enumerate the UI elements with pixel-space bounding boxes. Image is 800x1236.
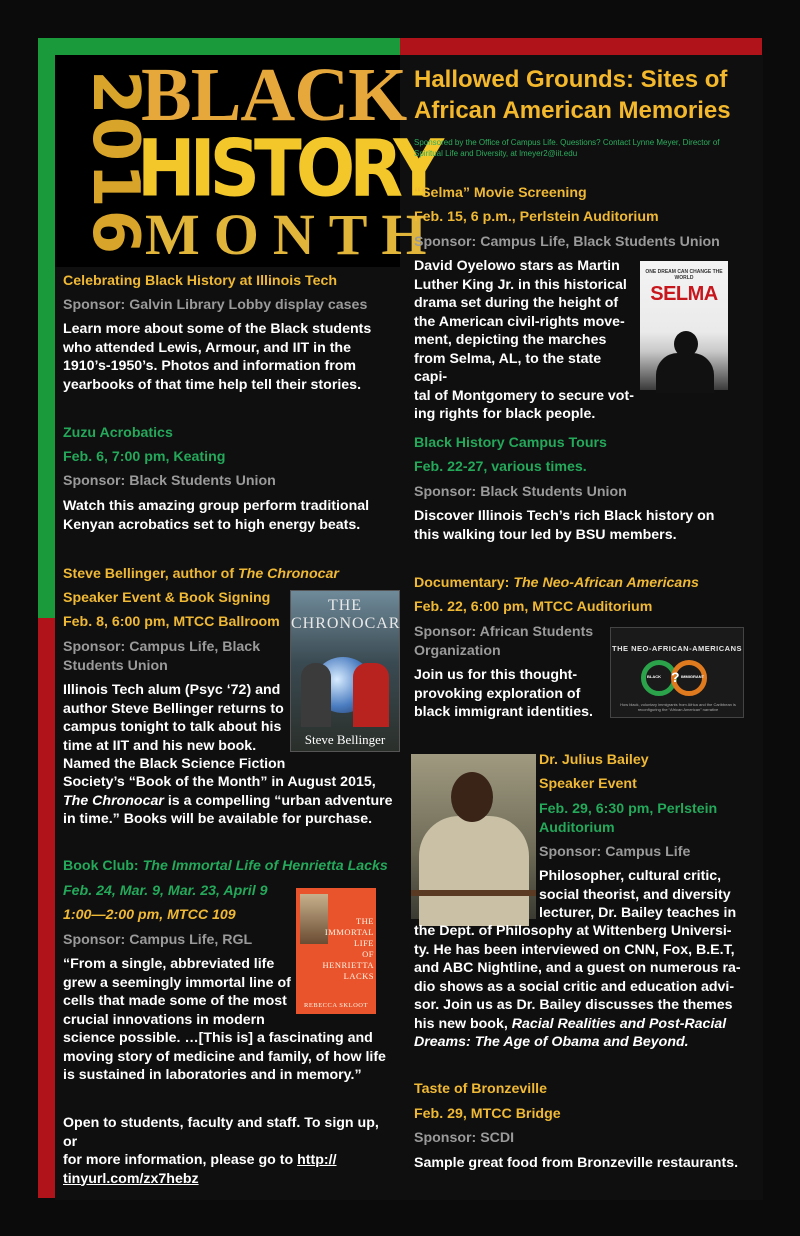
event-title-documentary: Documentary: The Neo-African Americans (414, 575, 699, 591)
event-sponsor-documentary: Sponsor: African Students Organization (414, 624, 594, 659)
event-title-selma: “Selma” Movie Screening (414, 185, 587, 201)
event-body-tours: Discover Illinois Tech’s rich Black history on this walking tour led by BSU members. (414, 508, 715, 543)
event-body-bellinger-cont: Society’s “Book of the Month” in August 2015, The Chronocar is a compelling “urban adventure in time.” Books will be available for purchase. (63, 774, 393, 827)
event-sponsor-bailey: Sponsor: Campus Life (539, 844, 691, 860)
figure-graphic (353, 663, 389, 727)
event-body-bellinger: Illinois Tech alum (Psyc ‘72) and author Steve Bellinger returns to campus tonight to talk about his time at IIT and his new book. Named the Black Science Fiction (63, 682, 286, 772)
event-body-bailey: Philosopher, cultural critic, social theorist, and diversity lecturer, Dr. Bailey teaches in (539, 868, 737, 921)
event-title-bronzeville: Taste of Bronzeville (414, 1081, 547, 1097)
event-title-celebrating: Celebrating Black History at Illinois Tech (63, 273, 338, 289)
event-subtitle-bellinger: Speaker Event & Book Signing (63, 590, 271, 606)
event-sponsor-selma: Sponsor: Campus Life, Black Students Union (414, 234, 720, 250)
event-title-bellinger: Steve Bellinger, author of The Chronocar (63, 566, 339, 582)
event-subtitle-bailey: Speaker Event (539, 776, 637, 792)
neo-african-americans-thumbnail: THE NEO-AFRICAN-AMERICANS BLACK ? IMMIGRANT How black, voluntary immigrants from Africa and the Caribbean is reconfiguring the “African American” narrative (610, 627, 744, 718)
logo-word-month: MONTH (145, 202, 441, 267)
event-sponsor-zuzu: Sponsor: Black Students Union (63, 473, 276, 489)
outer-border-right (762, 0, 800, 1236)
event-date-bronzeville: Feb. 29, MTCC Bridge (414, 1106, 561, 1122)
event-body-zuzu: Watch this amazing group perform traditional Kenyan acrobatics set to high energy beats. (63, 498, 370, 533)
event-sponsor-bellinger: Sponsor: Campus Life, Black Students Union (63, 639, 261, 674)
event-body-bailey-cont: the Dept. of Philosophy at Wittenberg Universi- ty. He has been interviewed on CNN, Fox, B.E.T, and ABC Nightline, and a guest on numerous ra- dio shows as a social critic and education advi- sor. Join us as Dr. Bailey discusses the themes his new book, Racial Realities and Post-Racial Dreams: The Age of Obama and Beyond. (414, 923, 741, 1050)
outer-border-left (0, 0, 38, 1236)
selma-movie-poster: ONE DREAM CAN CHANGE THE WORLD SELMA (640, 261, 728, 390)
event-body-bookclub: “From a single, abbreviated life grew a seemingly immortal line of cells that made some of the most crucial innovations in modern (63, 956, 291, 1028)
event-sponsor-bronzeville: Sponsor: SCDI (414, 1130, 515, 1146)
henrietta-lacks-book-cover: THE IMMORTAL LIFE OF HENRIETTA LACKS REBECCA SKLOOT (296, 888, 376, 1014)
event-date-bailey: Feb. 29, 6:30 pm, Perlstein Auditorium (539, 801, 718, 836)
event-sponsor-tours: Sponsor: Black Students Union (414, 484, 627, 500)
event-sponsor-bookclub: Sponsor: Campus Life, RGL (63, 932, 253, 948)
person-graphic (419, 816, 529, 926)
event-title-bookclub: Book Club: The Immortal Life of Henrietta Lacks (63, 858, 388, 874)
event-title-bailey: Dr. Julius Bailey (539, 752, 649, 768)
event-dates-bookclub: Feb. 24, Mar. 9, Mar. 23, April 9 (63, 883, 268, 899)
silhouette-graphic (656, 353, 714, 393)
event-title-tours: Black History Campus Tours (414, 435, 607, 451)
event-body-bronzeville: Sample great food from Bronzeville restaurants. (414, 1155, 739, 1171)
event-time-bookclub: 1:00—2:00 pm, MTCC 109 (63, 907, 236, 923)
event-body-celebrating: Learn more about some of the Black students who attended Lewis, Armour, and IIT in the 1910’s-1950’s. Photos and information from yearbooks of that time help tell their stories. (63, 321, 372, 393)
event-body-documentary: Join us for this thought- provoking exploration of black immigrant identities. (414, 667, 593, 720)
logo-year: 2016 (78, 70, 152, 257)
outer-border-top (0, 0, 800, 38)
signup-link[interactable]: tinyurl.com/zx7hebz (63, 1170, 199, 1187)
event-date-zuzu: Feb. 6, 7:00 pm, Keating (63, 449, 226, 465)
person-graphic (451, 772, 493, 822)
event-sponsor-celebrating: Sponsor: Galvin Library Lobby display cases (63, 297, 368, 313)
event-date-tours: Feb. 22-27, various times. (414, 459, 587, 475)
sponsor-note: Sponsored by the Office of Campus Life. Questions? Contact Lynne Meyer, Director of Spiritual Life and Diversity, at lmeyer2@iit.edu (414, 138, 720, 158)
event-title-zuzu: Zuzu Acrobatics (63, 425, 173, 441)
chronocar-book-cover: THE CHRONOCAR Steve Bellinger (290, 590, 400, 752)
logo-word-black: BLACK (141, 53, 407, 137)
black-history-month-logo (55, 53, 441, 267)
event-date-bellinger: Feb. 8, 6:00 pm, MTCC Ballroom (63, 614, 280, 630)
outer-border-bottom (0, 1198, 800, 1236)
event-date-documentary: Feb. 22, 6:00 pm, MTCC Auditorium (414, 599, 653, 615)
logo-word-history: HISTORY (137, 122, 439, 215)
event-body-bookclub-cont: science possible. …[This is] a fascinating and moving story of medicine and family, of how life is sustained in laboratories and in memory.” (63, 1030, 386, 1083)
signup-link[interactable]: http:// (297, 1152, 337, 1168)
event-body-selma: David Oyelowo stars as Martin Luther King Jr. in this historical drama set during the height of the American civil-rights move- ment, depicting the marches from Selma, AL, to the state capi- tal of Montgomery to secure vot- ing rights for black people. (414, 258, 634, 422)
event-date-selma: Feb. 15, 6 p.m., Perlstein Auditorium (414, 209, 659, 225)
page-title: Hallowed Grounds: Sites of African American Memories (414, 66, 731, 124)
signup-footer: Open to students, faculty and staff. To sign up, or for more information, please go to http:// tinyurl.com/zx7hebz (63, 1115, 379, 1187)
julius-bailey-photo (411, 754, 536, 919)
figure-graphic (301, 663, 331, 727)
railing-graphic (411, 890, 536, 896)
